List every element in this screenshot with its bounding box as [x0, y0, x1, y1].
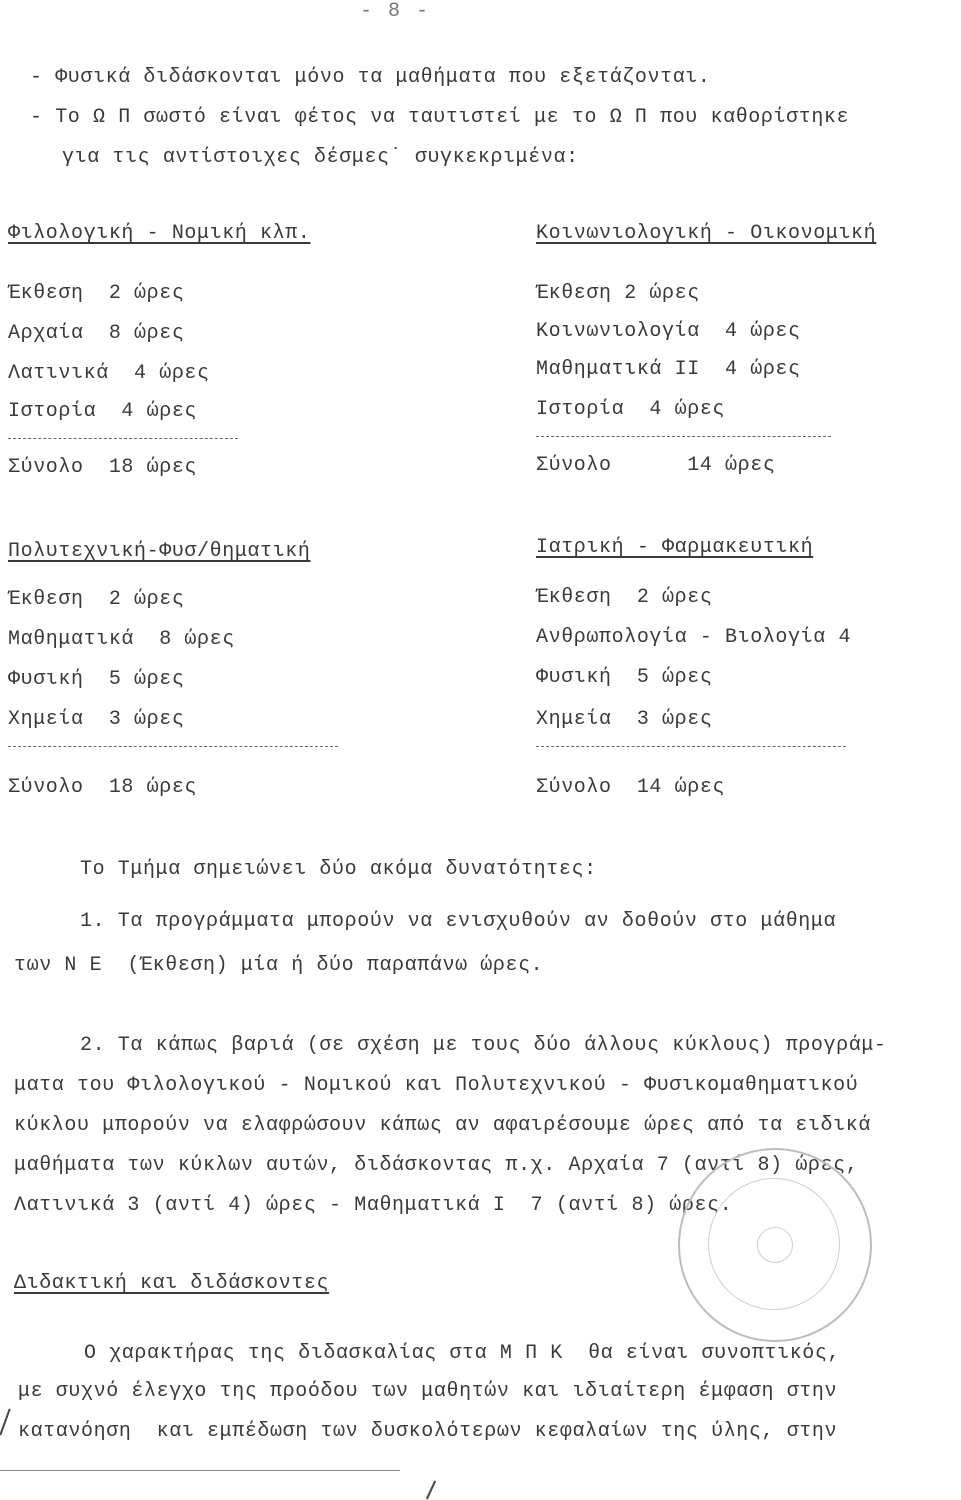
block-philology-line: Ιστορία 4 ώρες — [8, 400, 198, 423]
intro-line-3: για τις αντίστοιχες δέσμες˙ συγκεκριμένα: — [62, 146, 579, 169]
note-2-line: κύκλου μπορούν να ελαφρώσουν κάπως αν αφαιρέσουμε ώρες από τα ειδικά — [14, 1114, 871, 1137]
block-polytechnic-rule — [8, 746, 338, 747]
block-medical-line: Φυσική 5 ώρες — [536, 666, 713, 689]
block-medical-heading: Ιατρική - Φαρμακευτική — [536, 536, 814, 559]
margin-mark — [0, 1409, 11, 1436]
notes-lead: Το Τμήμα σημειώνει δύο ακόμα δυνατότητες: — [80, 858, 597, 881]
note-1-line: των Ν Ε (Έκθεση) μία ή δύο παραπάνω ώρες. — [14, 954, 544, 977]
block-polytechnic-line: Χημεία 3 ώρες — [8, 708, 185, 731]
section-line: κατανόηση και εμπέδωση των δυσκολότερων κεφαλαίων της ύλης, στην — [18, 1420, 838, 1443]
intro-line-1: - Φυσικά διδάσκονται μόνο τα μαθήματα που εξετάζονται. — [30, 66, 711, 89]
block-polytechnic-total: Σύνολο 18 ώρες — [8, 776, 198, 799]
note-2-line: Λατινικά 3 (αντί 4) ώρες - Μαθηματικά Ι 7 (αντί 8) ώρες. — [14, 1194, 733, 1217]
note-2-line: ματα του Φιλολογικού - Νομικού και Πολυτεχνικού - Φυσικομαθηματικού — [14, 1074, 859, 1097]
block-sociology-rule — [536, 436, 831, 437]
section-line: με συχνό έλεγχο της προόδου των μαθητών και ιδιαίτερη έμφαση στην — [18, 1380, 838, 1403]
block-philology-line: Λατινικά 4 ώρες — [8, 362, 210, 385]
block-medical-line: Χημεία 3 ώρες — [536, 708, 713, 731]
intro-line-2: - Το Ω Π σωστό είναι φέτος να ταυτιστεί με το Ω Π που καθορίστηκε — [30, 106, 850, 129]
margin-mark — [426, 1481, 436, 1500]
block-sociology-heading: Κοινωνιολογική - Οικονομική — [536, 222, 877, 245]
block-polytechnic-line: Φυσική 5 ώρες — [8, 668, 185, 691]
block-philology-rule — [8, 438, 238, 439]
note-2-line: 2. Τα κάπως βαριά (σε σχέση με τους δύο άλλους κύκλους) προγράμ- — [80, 1034, 887, 1057]
block-polytechnic-line: Μαθηματικά 8 ώρες — [8, 628, 235, 651]
block-sociology-line: Κοινωνιολογία 4 ώρες — [536, 320, 801, 343]
block-medical-line: Ανθρωπολογία - Βιολογία 4 — [536, 626, 852, 649]
section-line: Ο χαρακτήρας της διδασκαλίας στα Μ Π Κ θα είναι συνοπτικός, — [84, 1342, 841, 1365]
block-polytechnic-heading: Πολυτεχνική-Φυσ/θηματική — [8, 540, 311, 563]
block-philology-total: Σύνολο 18 ώρες — [8, 456, 198, 479]
page-number: - 8 - — [360, 0, 431, 23]
block-sociology-line: Μαθηματικά ΙΙ 4 ώρες — [536, 358, 801, 381]
block-medical-total: Σύνολο 14 ώρες — [536, 776, 726, 799]
section-heading: Διδακτική και διδάσκοντες — [14, 1272, 330, 1295]
block-medical-line: Έκθεση 2 ώρες — [536, 586, 713, 609]
bottom-rule — [0, 1470, 400, 1471]
note-2-line: μαθήματα των κύκλων αυτών, διδάσκοντας π.χ. Αρχαία 7 (αντί 8) ώρες, — [14, 1154, 859, 1177]
block-sociology-line: Ιστορία 4 ώρες — [536, 398, 726, 421]
block-polytechnic-line: Έκθεση 2 ώρες — [8, 588, 185, 611]
block-medical-rule — [536, 746, 846, 747]
block-philology-heading: Φιλολογική - Νομική κλπ. — [8, 222, 311, 245]
block-sociology-total: Σύνολο 14 ώρες — [536, 454, 776, 477]
block-philology-line: Αρχαία 8 ώρες — [8, 322, 185, 345]
block-sociology-line: Έκθεση 2 ώρες — [536, 282, 700, 305]
block-philology-line: Έκθεση 2 ώρες — [8, 282, 185, 305]
note-1-line: 1. Τα προγράμματα μπορούν να ενισχυθούν αν δοθούν στο μάθημα — [80, 910, 837, 933]
stamp-seal — [678, 1148, 872, 1342]
